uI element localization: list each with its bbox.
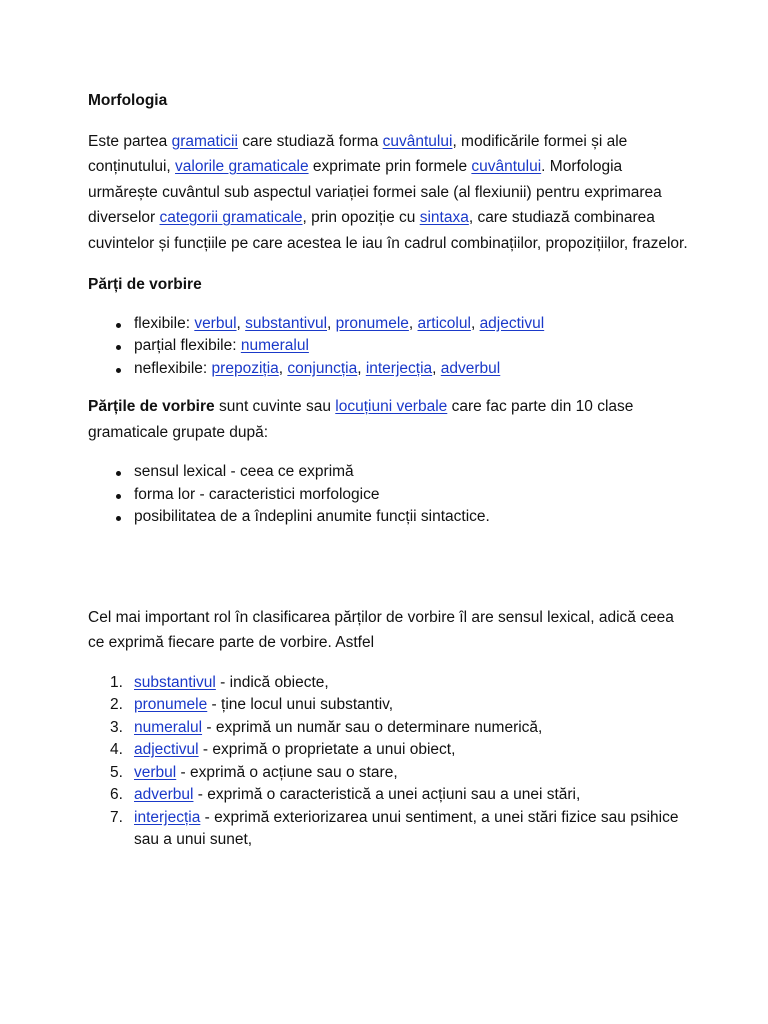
list-item <box>88 694 688 717</box>
list-number: 6. <box>110 786 123 803</box>
list-label: neflexibile: <box>134 359 212 377</box>
separator: , <box>327 314 336 332</box>
link-pronumele-2[interactable]: pronumele <box>134 696 208 713</box>
link-numeralul-2[interactable]: numeralul <box>134 718 203 736</box>
list-item-flexible <box>88 313 688 336</box>
link-numeralul[interactable]: numeralul <box>240 337 309 354</box>
list-item: posibilitatea de a îndeplini anumite funcții sintactice. <box>88 506 688 529</box>
link-verbul[interactable]: verbul <box>194 314 237 332</box>
separator: , <box>432 359 441 377</box>
text-run: care fac parte din 10 clase gramaticale grupate după: <box>88 398 634 441</box>
link-cuvantului-2[interactable]: cuvântului <box>471 158 542 175</box>
text-run: - exprimă un număr sau o determinare numerică, <box>202 718 543 736</box>
numbered-list <box>88 672 688 852</box>
list-item <box>88 807 688 852</box>
list-item <box>88 739 688 762</box>
text-run: - exprimă o caracteristică a unei acțiuni sau a unei stări, <box>193 786 581 803</box>
text-run: , prin opoziție cu <box>302 209 420 226</box>
separator: , <box>357 359 366 377</box>
text-run: - exprimă o acțiune sau o stare, <box>176 763 398 781</box>
list-number: 4. <box>110 741 123 758</box>
text-run: Este partea <box>88 132 172 150</box>
list-number: 1. <box>110 673 123 691</box>
list-item: sensul lexical - ceea ce exprimă <box>88 461 688 484</box>
link-adjectivul-2[interactable]: adjectivul <box>134 741 199 758</box>
intro-paragraph <box>88 129 688 257</box>
text-run: - exprimă o proprietate a unui obiect, <box>198 741 456 758</box>
list-number: 7. <box>110 808 123 826</box>
link-articolul[interactable]: articolul <box>417 314 471 332</box>
text-run: , care studiază combinarea cuvintelor și funcțiile pe care acestea le iau în cadrul combinațiilor, propozițiilor, frazelor. <box>88 209 688 252</box>
text-run: . Morfologia urmărește cuvântul sub aspectul variației formei sale (al flexiunii) pentru exprimarea diverselor <box>88 158 662 226</box>
list-number: 2. <box>110 696 123 713</box>
link-prepozitia[interactable]: prepoziția <box>211 359 279 377</box>
list-item <box>88 762 688 785</box>
link-valorile-gramaticale[interactable]: valorile gramaticale <box>175 158 309 175</box>
criteria-list <box>88 461 688 529</box>
list-item-nonflexible <box>88 358 688 381</box>
page-title: Morfologia <box>88 92 168 109</box>
spacer <box>88 543 688 605</box>
text-run: - exprimă exteriorizarea unui sentiment, a unei stări fizice sau psihice sau a unui sunet, <box>134 808 679 848</box>
link-interjectia-2[interactable]: interjecția <box>134 808 201 826</box>
separator: , <box>278 359 288 377</box>
separator: , <box>408 314 418 332</box>
list-number: 5. <box>110 763 123 781</box>
role-paragraph: Cel mai important rol în clasificarea părților de vorbire îl are sensul lexical, adică ceea ce exprimă fiecare parte de vorbire. Astfel <box>88 608 674 651</box>
link-adjectivul[interactable]: adjectivul <box>479 314 545 332</box>
text-run: , modificările formei și ale conținutului, <box>88 132 628 175</box>
list-number: 3. <box>110 718 123 736</box>
link-locutiuni-verbale[interactable]: locuțiuni verbale <box>335 398 448 415</box>
link-substantivul[interactable]: substantivul <box>245 314 328 332</box>
separator: , <box>236 314 246 332</box>
text-run: exprimate prin formele <box>308 158 472 175</box>
link-interjectia[interactable]: interjecția <box>365 359 433 377</box>
parts-list <box>88 313 688 381</box>
link-gramaticii[interactable]: gramaticii <box>171 132 238 150</box>
link-verbul-2[interactable]: verbul <box>134 763 177 781</box>
link-adverbul[interactable]: adverbul <box>440 359 501 377</box>
text-run: - ține locul unui substantiv, <box>207 696 394 713</box>
link-categorii-gramaticale[interactable]: categorii gramaticale <box>159 209 303 226</box>
section-heading-parts: Părți de vorbire <box>88 276 202 293</box>
link-substantivul-2[interactable]: substantivul <box>134 673 216 691</box>
separator: , <box>470 314 480 332</box>
link-adverbul-2[interactable]: adverbul <box>134 786 194 803</box>
list-item <box>88 717 688 740</box>
list-label: parțial flexibile: <box>134 337 241 354</box>
bold-term: Părțile de vorbire <box>88 398 215 415</box>
link-cuvantului[interactable]: cuvântului <box>382 132 453 150</box>
list-item <box>88 672 688 695</box>
list-item <box>88 784 688 807</box>
text-run: sunt cuvinte sau <box>214 398 336 415</box>
list-label: flexibile: <box>134 314 195 332</box>
list-item: forma lor - caracteristici morfologice <box>88 484 688 507</box>
link-conjunctia[interactable]: conjuncția <box>287 359 358 377</box>
link-pronumele[interactable]: pronumele <box>335 314 409 332</box>
list-item-partial <box>88 335 688 358</box>
text-run: - indică obiecte, <box>215 673 329 691</box>
link-sintaxa[interactable]: sintaxa <box>419 209 469 226</box>
parts-paragraph <box>88 394 688 445</box>
document-page <box>88 88 688 866</box>
text-run: care studiază forma <box>237 132 383 150</box>
